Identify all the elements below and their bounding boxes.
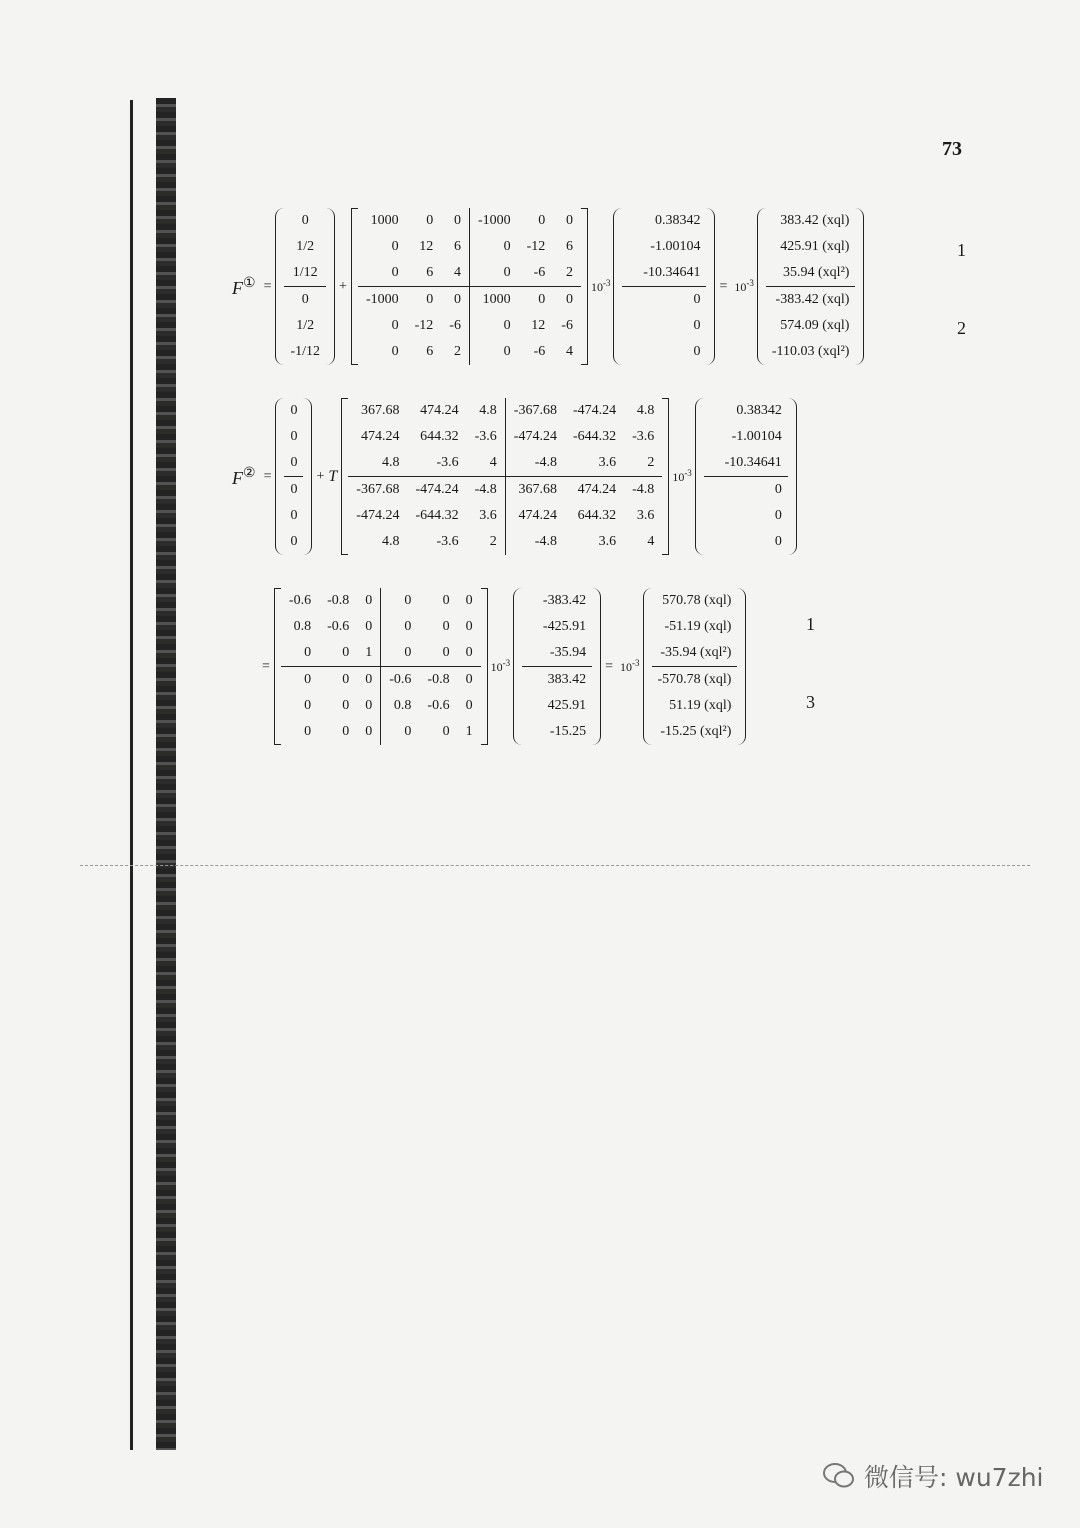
matrix-cell: 0 xyxy=(538,213,546,228)
matrix-cell: 4 xyxy=(441,260,470,287)
matrix-cell: 0 xyxy=(391,239,399,254)
matrix-cell: 2 xyxy=(467,529,506,555)
vector-entry: -110.03 (xql²) xyxy=(771,344,850,359)
matrix-cell: -12 xyxy=(526,239,546,254)
matrix-cell: 1 xyxy=(357,640,381,667)
vector-entry: 0 xyxy=(290,482,298,497)
vector-entry: 0 xyxy=(301,213,309,228)
matrix-cell: -1000 xyxy=(477,213,511,228)
matrix-cell: 4 xyxy=(647,534,655,549)
vector-entry: 383.42 (xql) xyxy=(780,213,850,228)
vector-entry: 570.78 (xql) xyxy=(662,593,732,608)
matrix-cell: 0 xyxy=(419,640,457,667)
force-label-1: F① xyxy=(232,275,256,298)
matrix-cell: 0 xyxy=(281,640,319,667)
matrix-cell: 0 xyxy=(342,672,350,687)
vector-entry: -10.34641 xyxy=(704,450,788,477)
page-number: 73 xyxy=(942,138,962,160)
vector-entry: 0 xyxy=(774,482,782,497)
matrix-cell: -4.8 xyxy=(467,477,506,503)
matrix-cell: 474.24 xyxy=(577,482,617,497)
matrix-cell: 0 xyxy=(465,619,473,634)
matrix-cell: 0 xyxy=(342,724,350,739)
matrix-cell: 0 xyxy=(465,672,473,687)
matrix-cell: -0.8 xyxy=(327,593,350,608)
vector-entry: 425.91 (xql) xyxy=(780,239,850,254)
matrix-cell: 12 xyxy=(531,318,546,333)
vector-entry: -1/12 xyxy=(290,344,321,359)
matrix-cell: 4.8 xyxy=(467,398,506,424)
matrix-cell: 0 xyxy=(304,698,312,713)
matrix-cell: 1000 xyxy=(370,213,399,228)
matrix-cell: 0 xyxy=(470,260,519,287)
matrix-cell: 0 xyxy=(381,640,419,667)
matrix-cell: 0 xyxy=(391,344,399,359)
matrix-cell: 6 xyxy=(426,344,434,359)
vector-entry: -383.42 xyxy=(542,593,587,608)
vector-entry: 0 xyxy=(290,534,298,549)
displacement-vector-2 xyxy=(695,398,797,555)
vector-entry: 0 xyxy=(693,344,701,359)
vector-entry: 1/12 xyxy=(284,260,326,287)
vector-entry: 0 xyxy=(301,292,309,307)
vector-entry: 574.09 (xql) xyxy=(780,318,850,333)
vector-entry: 0 xyxy=(290,508,298,523)
matrix-cell: -474.24 xyxy=(572,403,617,418)
factor-2: $10^{-3}$ xyxy=(672,468,692,484)
matrix-cell: 4.8 xyxy=(381,534,400,549)
vector-entry: -15.25 (xql²) xyxy=(660,724,732,739)
matrix-cell: -474.24 xyxy=(415,482,459,497)
matrix-cell: -0.6 xyxy=(288,593,312,608)
vector-entry: 1/2 xyxy=(296,318,315,333)
matrix-cell: -3.6 xyxy=(436,534,459,549)
stiffness-matrix-1 xyxy=(351,208,588,365)
matrix-cell: 4.8 xyxy=(348,450,407,477)
result-vector-1 xyxy=(757,208,865,365)
matrix-cell: 0 xyxy=(538,292,546,307)
vector-entry: 0 xyxy=(693,292,701,307)
matrix-cell: 0 xyxy=(404,724,412,739)
result-vector-3 xyxy=(643,588,747,745)
vector-entry: 1/2 xyxy=(296,239,315,254)
matrix-cell: 6 xyxy=(441,234,470,260)
force-label-2: F② xyxy=(232,465,256,488)
factor-3: $10^{-3}$ xyxy=(490,658,511,674)
displacement-vector-1 xyxy=(613,208,715,365)
matrix-cell: 0 xyxy=(391,318,399,333)
matrix-cell: -0.6 xyxy=(427,698,450,713)
matrix-cell: 2 xyxy=(624,450,662,477)
vector-entry: 51.19 (xql) xyxy=(669,698,732,713)
matrix-cell: 3.6 xyxy=(565,450,624,477)
vector-entry: -51.19 (xql) xyxy=(664,619,732,634)
matrix-cell: -1000 xyxy=(365,292,399,307)
matrix-cell: 367.68 xyxy=(518,482,557,497)
matrix-cell: 0.8 xyxy=(393,698,412,713)
node-label-1-bottom: 2 xyxy=(957,318,966,338)
local-force-vector xyxy=(513,588,601,745)
vector-entry: -15.25 xyxy=(549,724,587,739)
transform-matrix xyxy=(274,588,488,745)
matrix-cell: -644.32 xyxy=(572,429,617,444)
factor-3b: $10^{-3}$ xyxy=(620,658,640,674)
matrix-cell: 4 xyxy=(467,450,506,477)
matrix-cell: -644.32 xyxy=(415,508,459,523)
watermark: 微信号: wu7zhi xyxy=(822,1458,1043,1494)
matrix-cell: 0 xyxy=(442,724,450,739)
matrix-cell: 0 xyxy=(357,588,381,614)
matrix-cell: 0 xyxy=(465,593,473,608)
matrix-cell: 0 xyxy=(503,318,511,333)
matrix-cell: 0 xyxy=(357,667,381,693)
matrix-cell: 0 xyxy=(465,698,473,713)
matrix-cell: 2 xyxy=(553,260,581,287)
matrix-cell: 1 xyxy=(465,724,473,739)
matrix-cell: 6 xyxy=(407,260,442,287)
matrix-cell: 3.6 xyxy=(467,503,506,529)
matrix-cell: 0 xyxy=(357,614,381,640)
matrix-cell: 0 xyxy=(442,593,450,608)
load-vector-2 xyxy=(275,398,312,555)
matrix-cell: 2 xyxy=(441,339,470,365)
equation-1: F① = 0 1/2 1/12 0 1/2 -1/12 + 1000 0 0 -1000 0 0 0 12 6 0 -12 6 0 6 4 0 -6 2 -1000 0 0 1000 0 0 0 -12 -6 0 12 -6 0 6 2 0 -6 4 $10^{-3}$ 0.38342 -1.00104 -10.34641 0 0 0 = $10^{-3}$ 383.42 (xql) 425.91 (xql) 35.94 (xql²) -383.42 (xql) 574.09 (xql) -110.03 (xql²) xyxy=(232,208,864,365)
matrix-cell: 0 xyxy=(358,260,407,287)
stiffness-matrix-2 xyxy=(341,398,669,555)
matrix-cell: 0 xyxy=(565,213,573,228)
matrix-cell: 0 xyxy=(442,619,450,634)
matrix-cell: 474.24 xyxy=(518,508,557,523)
matrix-cell: 0 xyxy=(357,693,381,719)
matrix-cell: 0 xyxy=(441,208,470,234)
vector-entry: -425.91 xyxy=(542,619,587,634)
matrix-cell: -3.6 xyxy=(632,429,655,444)
matrix-cell: -4.8 xyxy=(534,534,557,549)
matrix-cell: -4.8 xyxy=(506,450,565,477)
vector-entry: -570.78 (xql) xyxy=(657,672,732,687)
vector-entry: 0 xyxy=(774,534,782,549)
matrix-cell: 474.24 xyxy=(360,429,400,444)
matrix-cell: 367.68 xyxy=(360,403,400,418)
equation-3: = -0.6 -0.8 0 0 0 0 0.8 -0.6 0 0 0 0 0 0 1 0 0 0 0 0 0 -0.6 -0.8 0 0 0 0 0.8 -0.6 0 0 0 0 0 0 1 $10^{-3}$ -383.42 -425.91 -35.94 383.42 425.91 -15.25 = $10^{-3}$ 570.78 (xql) -51.19 (xql) -35.94 (xql²) -570.78 (xql) 51.19 (xql) -15.25 (xql²) xyxy=(258,588,746,745)
vector-entry: 0 xyxy=(774,508,782,523)
vector-entry: 0 xyxy=(290,429,298,444)
matrix-cell: -3.6 xyxy=(407,450,466,477)
equation-2: F② = 0 0 0 0 0 0 + T 367.68 474.24 4.8 -367.68 -474.24 4.8 474.24 644.32 -3.6 -474.24 -644.32 -3.6 4.8 -3.6 4 -4.8 3.6 2 -367.68 -474.24 -4.8 367.68 474.24 -4.8 -474.24 -644.32 3.6 474.24 644.32 3.6 4.8 -3.6 2 -4.8 3.6 4 $10^{-3}$ 0.38342 -1.00104 -10.34641 0 0 0 xyxy=(232,398,797,555)
matrix-cell: 3.6 xyxy=(598,534,617,549)
matrix-cell: 0.8 xyxy=(293,619,312,634)
matrix-cell: -6 xyxy=(519,260,554,287)
matrix-cell: -474.24 xyxy=(513,429,557,444)
matrix-cell: 644.32 xyxy=(420,429,459,444)
node-label-1-top: 1 xyxy=(957,240,966,260)
matrix-cell: -0.8 xyxy=(427,672,450,687)
load-vector-1 xyxy=(275,208,335,365)
factor-1: $10^{-3}$ xyxy=(590,278,611,294)
page-divider xyxy=(80,865,1030,867)
vector-entry: 35.94 (xql²) xyxy=(766,260,856,287)
vector-entry: 0.38342 xyxy=(654,213,701,228)
matrix-cell: 0 xyxy=(441,287,470,313)
matrix-cell: -6 xyxy=(441,313,470,339)
matrix-cell: 4 xyxy=(565,344,573,359)
matrix-cell: 0 xyxy=(404,619,412,634)
vector-entry: 0 xyxy=(290,403,298,418)
matrix-cell: 0 xyxy=(304,672,312,687)
matrix-cell: 1000 xyxy=(482,292,511,307)
vector-entry: -35.94 xyxy=(522,640,592,667)
factor-1b: $10^{-3}$ xyxy=(734,278,754,294)
matrix-cell: 0 xyxy=(426,213,434,228)
matrix-cell: -6 xyxy=(561,318,573,333)
matrix-cell: -6 xyxy=(533,344,546,359)
transform-symbol: T xyxy=(328,467,338,485)
binding-shadow xyxy=(156,98,176,1450)
vector-entry: -1.00104 xyxy=(731,429,782,444)
matrix-cell: 6 xyxy=(565,239,573,254)
matrix-cell: 0 xyxy=(319,640,357,667)
matrix-cell: 0 xyxy=(304,724,312,739)
matrix-cell: 474.24 xyxy=(420,403,459,418)
matrix-cell: -4.8 xyxy=(632,482,655,497)
matrix-cell: 0 xyxy=(565,292,573,307)
matrix-cell: 0 xyxy=(357,719,381,745)
node-label-3-bottom: 3 xyxy=(806,692,815,712)
vector-entry: -10.34641 xyxy=(622,260,706,287)
matrix-cell: -0.6 xyxy=(327,619,350,634)
matrix-cell: -474.24 xyxy=(356,508,400,523)
binding-line xyxy=(130,100,133,1450)
matrix-cell: 0 xyxy=(342,698,350,713)
matrix-cell: -367.68 xyxy=(513,403,557,418)
vector-entry: 0 xyxy=(693,318,701,333)
vector-entry: -383.42 (xql) xyxy=(775,292,850,307)
vector-entry: 0.38342 xyxy=(736,403,782,418)
matrix-cell: 0 xyxy=(426,292,434,307)
vector-entry: 425.91 xyxy=(547,698,587,713)
vector-entry: 383.42 xyxy=(547,672,587,687)
matrix-cell: 0 xyxy=(458,640,481,667)
matrix-cell: 0 xyxy=(503,344,511,359)
matrix-cell: -367.68 xyxy=(356,482,400,497)
vector-entry: 0 xyxy=(284,450,303,477)
matrix-cell: 12 xyxy=(419,239,434,254)
matrix-cell: -0.6 xyxy=(389,672,412,687)
matrix-cell: -12 xyxy=(414,318,434,333)
matrix-cell: 0 xyxy=(503,239,511,254)
wechat-icon xyxy=(822,1461,856,1491)
matrix-cell: 644.32 xyxy=(577,508,617,523)
matrix-cell: -3.6 xyxy=(467,424,506,450)
matrix-cell: 4.8 xyxy=(636,403,655,418)
matrix-cell: 0 xyxy=(404,593,412,608)
vector-entry: -1.00104 xyxy=(650,239,701,254)
matrix-cell: 3.6 xyxy=(636,508,655,523)
vector-entry: -35.94 (xql²) xyxy=(652,640,738,667)
node-label-3-top: 1 xyxy=(806,614,815,634)
